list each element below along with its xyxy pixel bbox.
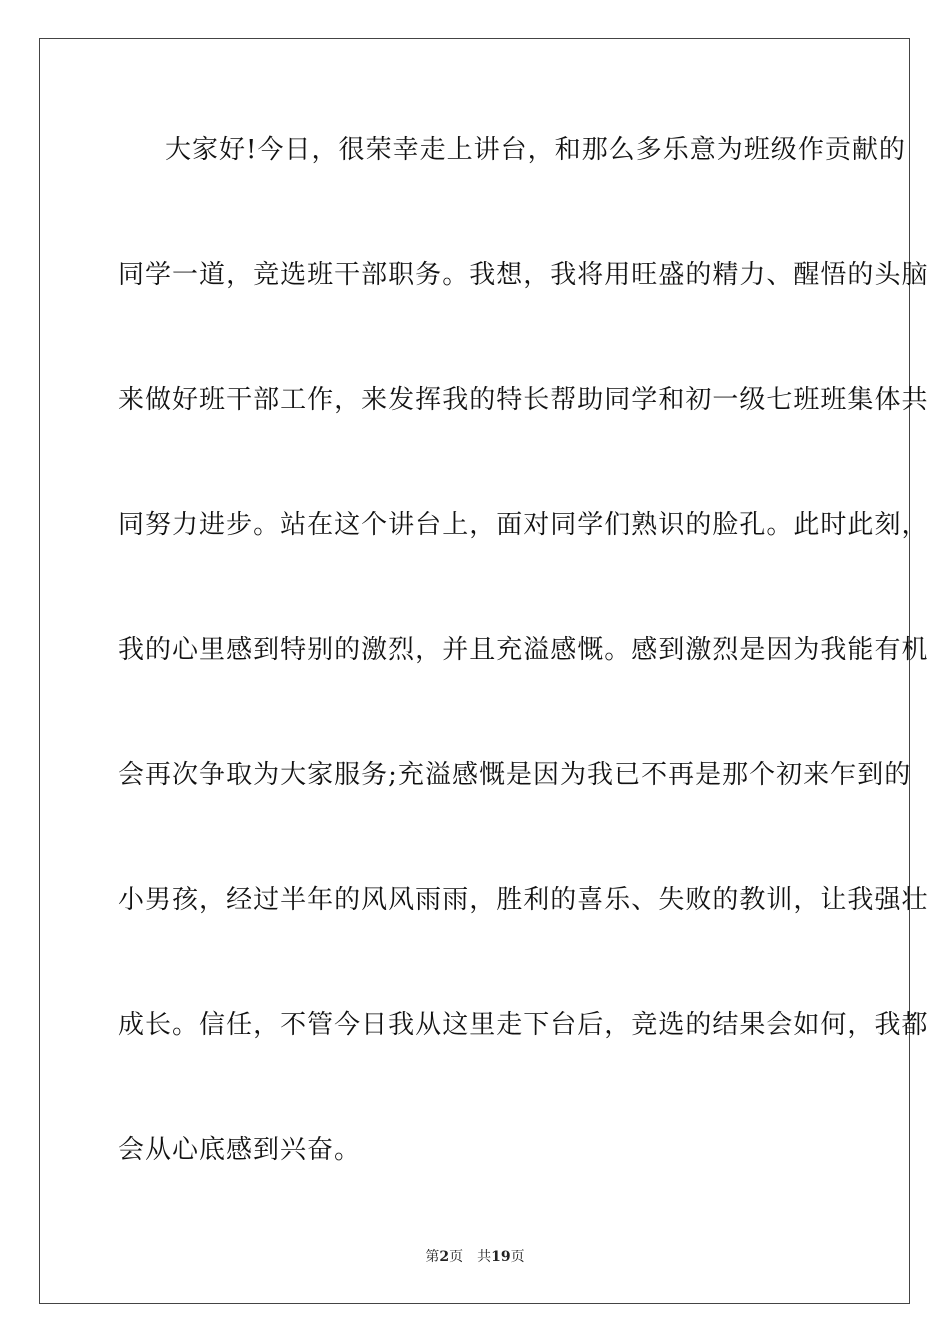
total-pages: 19 — [491, 1249, 511, 1265]
paragraph-line-7: 小 男 孩 ， 经 过 半 年 的 风 风 雨 雨 ， 胜 利 的 喜 乐 、 失 败 的 教 训 ， 让 我 强 壮 — [118, 885, 929, 915]
paragraph-line-8: 成 长 。 信 任 ， 不 管 今 日 我 从 这 里 走 下 台 后 ， 竞 选 的 结 果 会 如 何 ， 我 都 — [118, 1010, 929, 1040]
page-footer — [0, 1246, 950, 1266]
paragraph-line-3: 来 做 好 班 干 部 工 作 ， 来 发 挥 我 的 特 长 帮 助 同 学 和 初 一 级 七 班 班 集 体 共 — [118, 385, 929, 415]
paragraph-line-6: 会 再 次 争 取 为 大 家 服 务 ; 充 溢 感 慨 是 因 为 我 已 不 再 是 那 个 初 来 乍 到 的 — [118, 760, 912, 790]
paragraph-line-2: 同 学 一 道 ， 竞 选 班 干 部 职 务 。 我 想 ， 我 将 用 旺 盛 的 精 力 、 醒 悟 的 头 脑 — [118, 260, 929, 290]
paragraph-line-4: 同 努 力 进 步 。 站 在 这 个 讲 台 上 ， 面 对 同 学 们 熟 识 的 脸 孔 。 此 时 此 刻 ， — [118, 510, 929, 540]
page-prefix: 第 — [425, 1249, 440, 1265]
total-prefix: 共 — [477, 1249, 492, 1265]
paragraph-line-9: 会从心底感到兴奋。 — [118, 1135, 362, 1165]
page-number: 2 — [439, 1249, 450, 1265]
paragraph-line-5: 我 的 心 里 感 到 特 别 的 激 烈 ， 并 且 充 溢 感 慨 。 感 到 激 烈 是 因 为 我 能 有 机 — [118, 635, 929, 665]
paragraph-line-1: 大 家 好 ! 今 日 ， 很 荣 幸 走 上 讲 台 ， 和 那 么 多 乐 意 为 班 级 作 贡 献 的 — [165, 135, 906, 165]
page-suffix: 页 — [449, 1249, 464, 1265]
total-suffix: 页 — [510, 1249, 525, 1265]
document-body — [118, 122, 929, 1247]
